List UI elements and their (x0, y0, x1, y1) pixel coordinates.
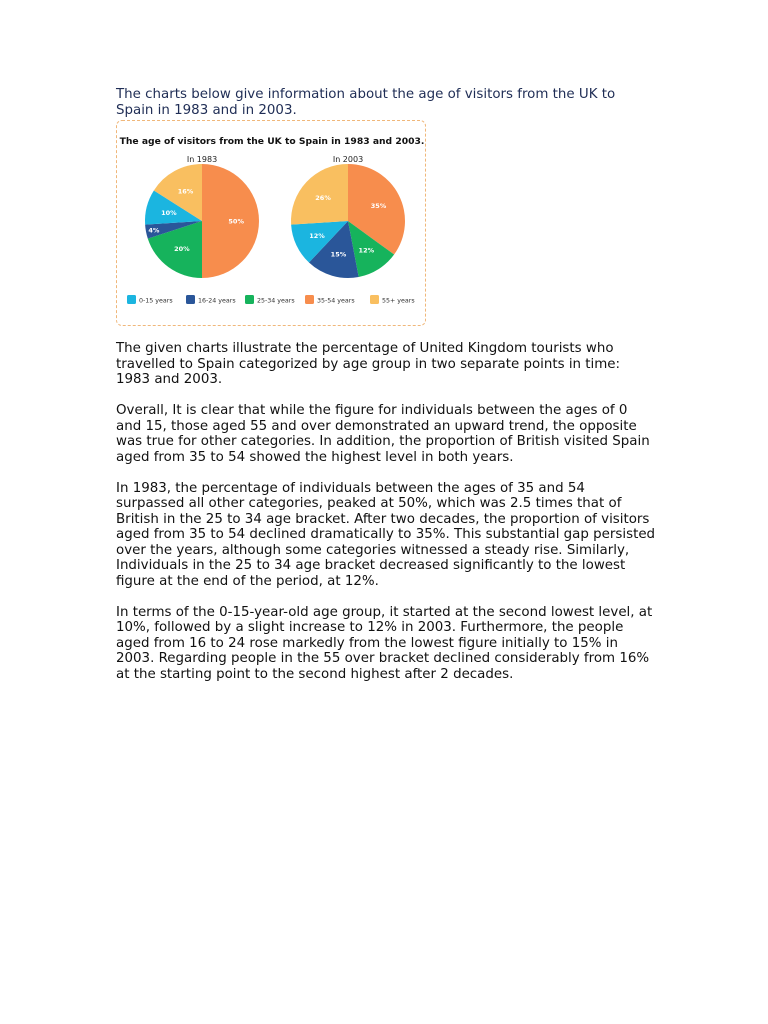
legend-swatch (370, 295, 379, 304)
pie-value-label: 16% (177, 187, 194, 196)
document-page (116, 87, 656, 682)
pie-charts-svg (117, 121, 427, 327)
pie-value-label: 20% (174, 245, 190, 254)
paragraph-overview: Overall, It is clear that while the figure for individuals between the ages of 0 and 15, those aged 55 and over demonstrated an upward trend, the opposite was true for other categories. In addition, the proportion of British visited Spain aged from 35 to 54 showed the highest level in both years. (116, 403, 650, 465)
pie-value-label: 12% (358, 246, 375, 255)
chart-legend (127, 295, 415, 305)
pie-value-label: 35% (370, 201, 387, 210)
legend-swatch (305, 295, 314, 304)
paragraph-body-2: In terms of the 0-15-year-old age group, it started at the second lowest level, at 10%, followed by a slight increase to 12% in 2003. Furthermore, the people aged from 16 to 24 rose markedly from the lowest figure initially to 15% in 2003. Regarding people in the 55 over bracket declined considerably from 16% at the starting point to the second highest after 2 decades. (116, 604, 653, 682)
legend-swatch (127, 295, 136, 304)
pie-layer (145, 164, 405, 278)
chart-title: The age of visitors from the UK to Spain in 1983 and 2003. (119, 136, 425, 147)
legend-item-16-24-years (186, 295, 236, 305)
legend-label: 16-24 years (198, 297, 236, 305)
legend-label: 35-54 years (317, 297, 355, 305)
legend-label: 55+ years (382, 297, 415, 305)
pie-value-label: 10% (161, 208, 177, 217)
legend-item-35-54-years (305, 295, 355, 305)
paragraph-intro: The given charts illustrate the percentage of United Kingdom tourists who travelled to Spain categorized by age group in two separate points in time: 1983 and 2003. (116, 341, 621, 387)
paragraph-body-1: In 1983, the percentage of individuals between the ages of 35 and 54 surpassed all other categories, peaked at 50%, which was 2.5 times that of British in the 25 to 34 age bracket. After two decades, the proportion of visitors aged from 35 to 54 declined dramatically to 35%. This substantial gap persisted over the years, although some categories witnessed a steady rise. Similarly, Individuals in the 25 to 34 age bracket decreased significantly to the lowest figure at the end of the period, at 12%. (116, 480, 656, 589)
pie-value-label: 4% (148, 226, 160, 235)
task-prompt: The charts below give information about the age of visitors from the UK to Spain in 1983 and in 2003. (116, 87, 616, 118)
legend-label: 0-15 years (139, 297, 173, 305)
pie-value-label: 15% (330, 250, 347, 259)
legend-item-25-34-years (245, 295, 295, 305)
legend-label: 25-34 years (257, 297, 295, 305)
pie-value-label: 50% (228, 217, 244, 226)
legend-item-55-years (370, 295, 415, 305)
legend-swatch (245, 295, 254, 304)
pie-value-label: 26% (315, 194, 331, 203)
pie-2003-label: In 2003 (332, 155, 364, 164)
pie-chart-figure (116, 120, 426, 326)
pie-1983-label: In 1983 (186, 155, 218, 164)
pie-value-label: 12% (309, 232, 325, 241)
legend-item-0-15-years (127, 295, 173, 305)
legend-swatch (186, 295, 195, 304)
